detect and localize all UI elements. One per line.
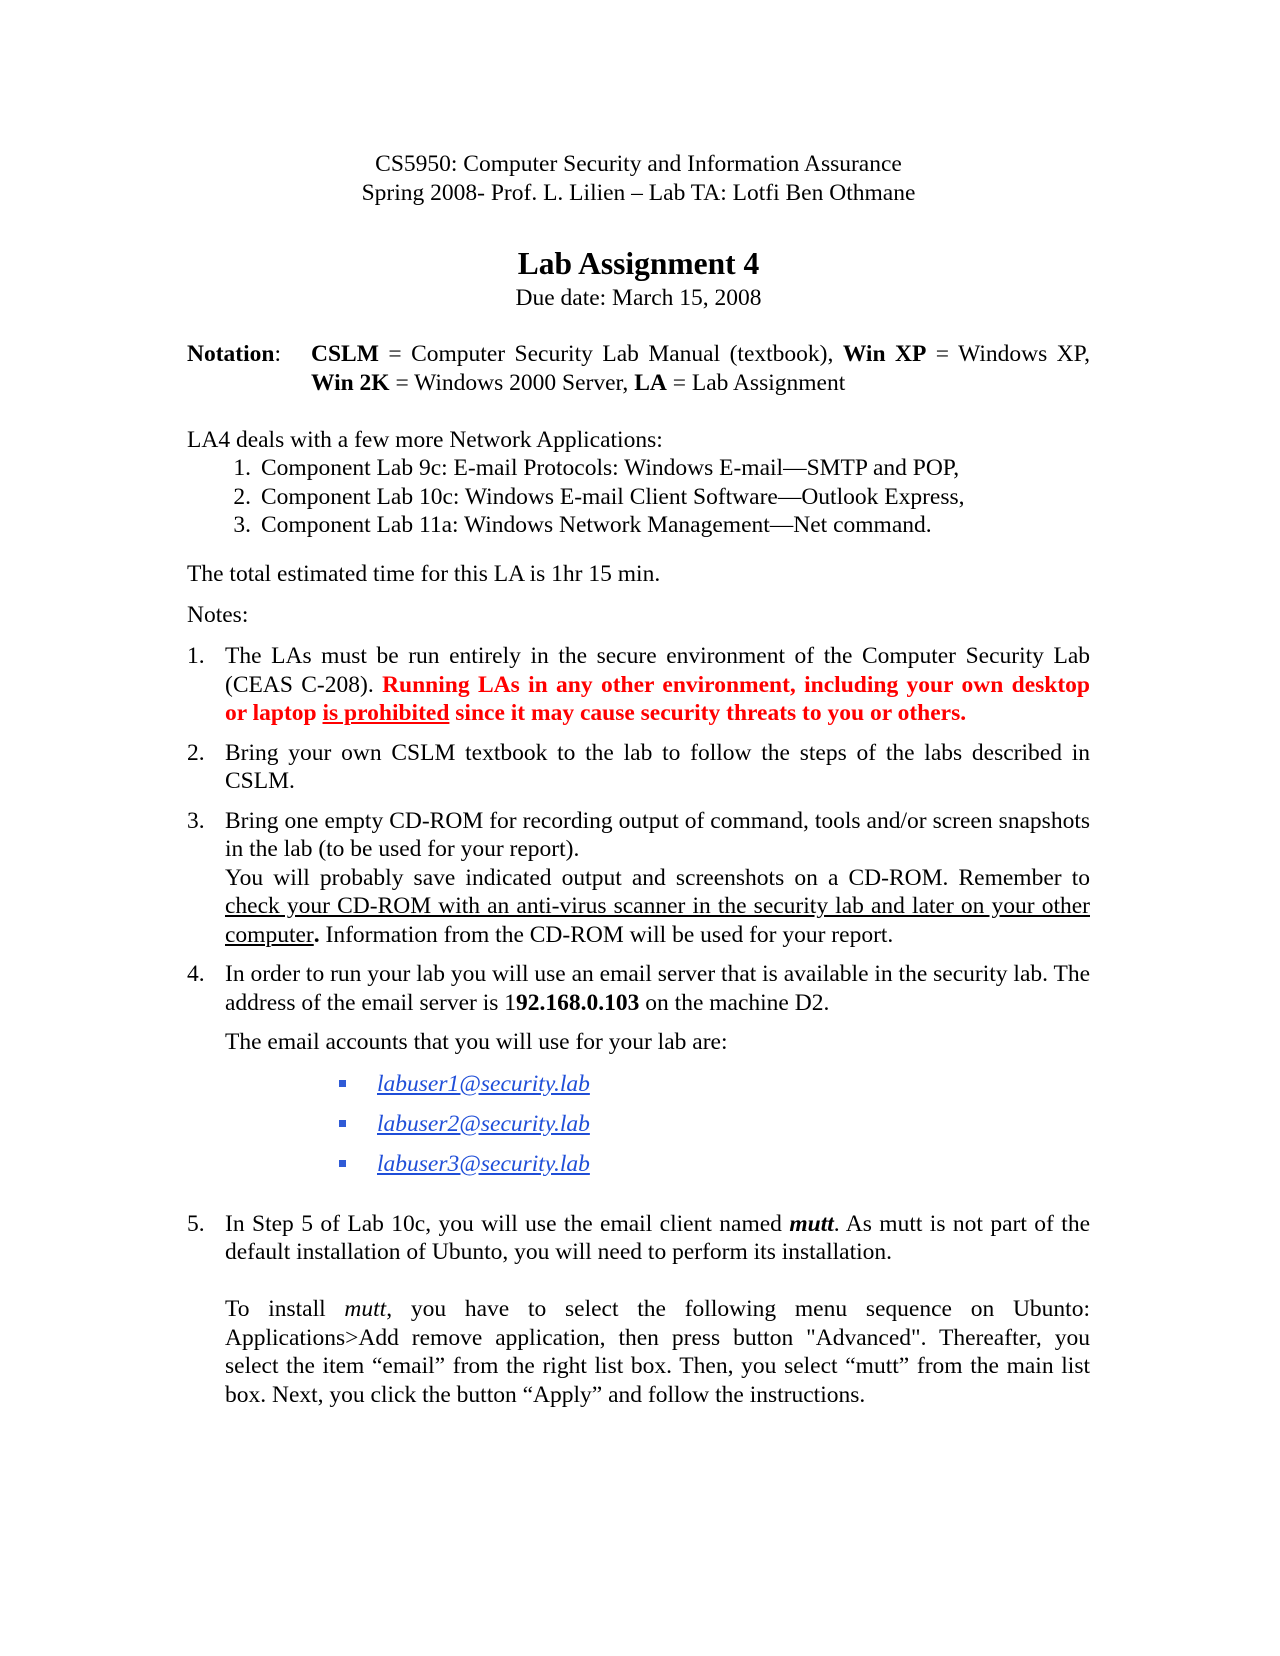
email-link-labuser3[interactable]: labuser3@security.lab — [377, 1150, 590, 1177]
square-bullet-icon — [339, 1080, 346, 1087]
term-la: LA — [634, 369, 667, 396]
notes-label: Notes: — [187, 602, 249, 628]
intro-list — [187, 454, 1090, 540]
notation-label: Notation — [187, 341, 275, 367]
intro-text: LA4 deals with a few more Network Applications: — [187, 427, 663, 453]
page-title: Lab Assignment 4 — [517, 246, 760, 281]
install-text-b: , you have to select the following menu sequence on Ubunto: Applications>Add remove application, then press button "Advanced". Thereafter, you select the item “email” from the right list box. Then, you select “mutt” from the main list box. Next, you click the button “Apply” and follow the instructions. — [225, 1296, 1090, 1408]
list-text: Component Lab 10c: Windows E-mail Client Software—Outlook Express, — [261, 483, 965, 510]
square-bullet-icon — [339, 1120, 346, 1127]
def-win2k: = Windows 2000 Server, — [389, 369, 635, 396]
mutt-term: mutt — [789, 1210, 834, 1237]
due-date: Due date: March 15, 2008 — [515, 285, 762, 311]
note-2-text: Bring your own CSLM textbook to the lab to follow the steps of the labs described in CSLM. — [225, 739, 1090, 794]
email-accounts-list — [225, 1070, 1090, 1190]
note-number: 4. — [187, 961, 205, 987]
course-header — [187, 150, 1090, 207]
note-1 — [187, 642, 1090, 728]
note-3-text-c: Information from the CD-ROM will be used for your report. — [319, 921, 894, 948]
note-1-warning-end: since it may cause security threats to you or others. — [449, 700, 967, 726]
note-5-text: In Step 5 of Lab 10c, you will use the email client named — [225, 1210, 790, 1237]
note-5-text-b: . As mutt is not part of the default installation of Ubunto, you will need to perform its installation. — [225, 1210, 1090, 1265]
notation-colon: : — [274, 341, 282, 367]
list-item — [187, 483, 1090, 512]
def-cslm: = Computer Security Lab Manual (textbook), — [378, 341, 843, 367]
note-3-period: . — [313, 921, 320, 948]
install-mutt: mutt — [344, 1296, 387, 1322]
course-term: Spring 2008- Prof. L. Lilien – Lab TA: Lotfi Ben Othmane — [361, 179, 916, 206]
term-win2k: Win 2K — [311, 369, 390, 396]
note-1-prohibited: is prohibited — [322, 700, 450, 726]
term-cslm: CSLM — [311, 341, 379, 367]
list-text: Component Lab 11a: Windows Network Management—Net command. — [261, 512, 932, 538]
note-3-text: Bring one empty CD-ROM for recording output of command, tools and/or screen snapshots in the lab (to be used for your report). — [225, 807, 1090, 862]
server-ip: 92.168.0.103 — [516, 989, 640, 1016]
list-number: 2. — [233, 483, 251, 510]
email-link-labuser2[interactable]: labuser2@security.lab — [377, 1110, 590, 1137]
list-item — [187, 454, 1090, 483]
list-item — [225, 1110, 1090, 1150]
list-item — [225, 1070, 1090, 1110]
list-text: Component Lab 9c: E-mail Protocols: Windows E-mail—SMTP and POP, — [261, 455, 960, 481]
notation-definitions — [311, 340, 1090, 397]
note-5 — [187, 1210, 1090, 1410]
note-number: 2. — [187, 739, 205, 766]
email-link-labuser1[interactable]: labuser1@security.lab — [377, 1070, 590, 1097]
term-winxp: Win XP — [842, 341, 927, 367]
note-2 — [187, 739, 1090, 796]
note-number: 1. — [187, 643, 205, 669]
accounts-intro: The email accounts that you will use for your lab are: — [225, 1029, 728, 1055]
install-text: To install — [225, 1296, 345, 1322]
note-number: 3. — [187, 807, 205, 834]
square-bullet-icon — [339, 1160, 346, 1167]
list-number: 3. — [233, 512, 251, 538]
note-3 — [187, 807, 1090, 950]
note-4-text-b: on the machine D2. — [639, 989, 830, 1016]
def-winxp: = Windows XP, — [926, 341, 1090, 367]
note-3-text-b: You will probably save indicated output and screenshots on a CD-ROM. Remember to — [225, 864, 1090, 891]
note-1-warning: Running LAs in any other environment, including your own desktop or laptop — [225, 671, 1090, 726]
total-time: The total estimated time for this LA is 1hr 15 min. — [187, 561, 661, 587]
notes-list — [187, 642, 1090, 1420]
list-item — [187, 511, 1090, 540]
list-item — [225, 1150, 1090, 1190]
note-1-text: The LAs must be run entirely in the secure environment of the Computer Security Lab (CEAS C-208). — [225, 643, 1090, 698]
note-4 — [187, 960, 1090, 1190]
def-la: = Lab Assignment — [666, 369, 846, 396]
note-3-underline: check your CD-ROM with an anti-virus scanner in the security lab and later on your other computer — [225, 893, 1090, 948]
note-number: 5. — [187, 1210, 205, 1237]
course-title: CS5950: Computer Security and Information Assurance — [375, 151, 902, 177]
note-4-text: In order to run your lab you will use an email server that is available in the security lab. The address of the email server is 1 — [225, 961, 1090, 1016]
list-number: 1. — [233, 455, 251, 481]
